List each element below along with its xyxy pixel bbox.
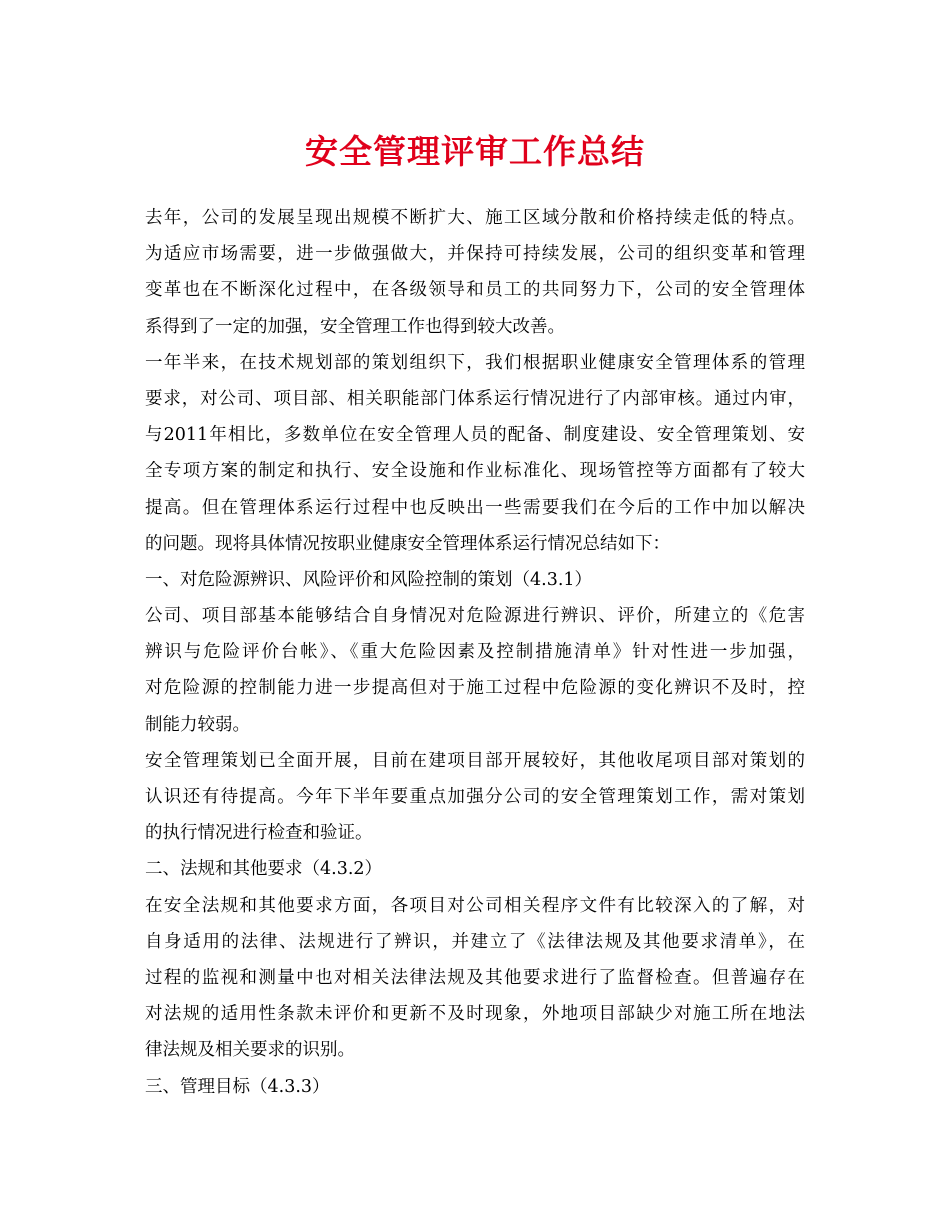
document-body bbox=[145, 200, 805, 1105]
text-line: 与2011年相比，多数单位在安全管理人员的配备、制度建设、安全管理策划、安 bbox=[145, 425, 805, 446]
text-line: 全专项方案的制定和执行、安全设施和作业标准化、现场管控等方面都有了较大 bbox=[145, 461, 805, 482]
text-line: 认识还有待提高。今年下半年要重点加强分公司的安全管理策划工作，需对策划 bbox=[145, 787, 805, 807]
text-line: 为适应市场需要，进一步做强做大，并保持可持续发展，公司的组织变革和管理 bbox=[145, 244, 805, 265]
text-line: 辨识与危险评价台帐》、《重大危险因素及控制措施清单》针对性进一步加强， bbox=[145, 642, 805, 663]
text-line: 自身适用的法律、法规进行了辨识，并建立了《法律法规及其他要求清单》，在 bbox=[145, 931, 805, 952]
text-line: 一年半来，在技术规划部的策划组织下，我们根据职业健康安全管理体系的管理 bbox=[145, 352, 805, 373]
text-line: 制能力较弱。 bbox=[145, 714, 250, 735]
text-line: 律法规及相关要求的识别。 bbox=[145, 1040, 355, 1061]
text-line: 安全管理策划已全面开展，目前在建项目部开展较好，其他收尾项目部对策划的 bbox=[145, 750, 805, 771]
text-line: 在安全法规和其他要求方面，各项目对公司相关程序文件有比较深入的了解，对 bbox=[145, 895, 805, 916]
text-line: 系得到了一定的加强，安全管理工作也得到较大改善。 bbox=[145, 316, 565, 337]
section-heading: 二、法规和其他要求（4.3.2） bbox=[145, 859, 383, 880]
text-line: 对法规的适用性条款未评价和更新不及时现象，外地项目部缺少对施工所在地法 bbox=[145, 1004, 805, 1025]
text-line: 变革也在不断深化过程中，在各级领导和员工的共同努力下，公司的安全管理体 bbox=[145, 280, 805, 301]
text-line: 过程的监视和测量中也对相关法律法规及其他要求进行了监督检查。但普遍存在 bbox=[145, 967, 805, 988]
section-heading: 一、对危险源辨识、风险评价和风险控制的策划（4.3.1） bbox=[145, 569, 593, 590]
document-title: 安全管理评审工作总结 bbox=[305, 132, 645, 171]
text-line: 的执行情况进行检查和验证。 bbox=[145, 823, 373, 844]
text-line: 要求，对公司、项目部、相关职能部门体系运行情况进行了内部审核。通过内审， bbox=[145, 388, 805, 409]
text-line: 去年，公司的发展呈现出规模不断扩大、施工区域分散和价格持续走低的特点。 bbox=[145, 208, 805, 228]
text-line: 对危险源的控制能力进一步提高但对于施工过程中危险源的变化辨识不及时，控 bbox=[145, 678, 805, 699]
section-heading: 三、管理目标（4.3.3） bbox=[145, 1076, 330, 1097]
text-line: 公司、项目部基本能够结合自身情况对危险源进行辨识、评价，所建立的《危害 bbox=[145, 606, 805, 627]
text-line: 提高。但在管理体系运行过程中也反映出一些需要我们在今后的工作中加以解决 bbox=[145, 497, 805, 518]
text-line: 的问题。现将具体情况按职业健康安全管理体系运行情况总结如下： bbox=[145, 533, 670, 554]
